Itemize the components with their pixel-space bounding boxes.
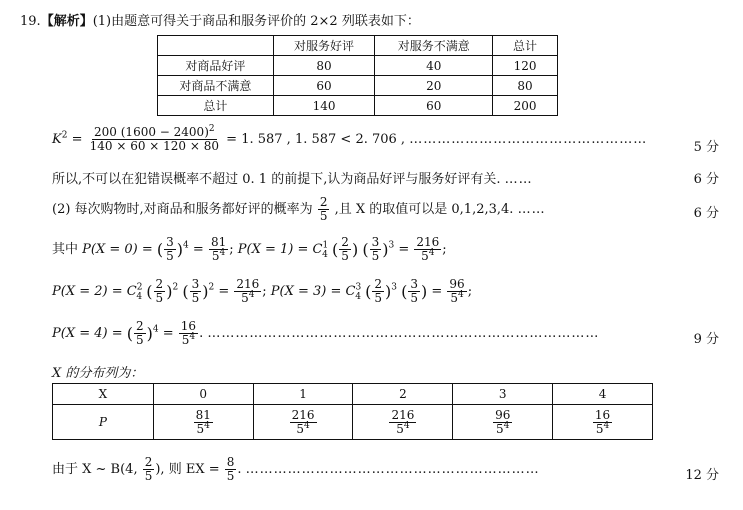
table-cell: 60 bbox=[375, 96, 493, 116]
table-row bbox=[53, 405, 653, 440]
row-label: P bbox=[53, 405, 154, 440]
distribution-caption: X 的分布列为： bbox=[52, 366, 144, 381]
table-cell: 140 bbox=[273, 96, 375, 116]
table-row bbox=[158, 56, 558, 76]
score-12: 12 分 bbox=[685, 468, 719, 483]
score-5: 5 分 bbox=[693, 140, 719, 155]
table-row bbox=[158, 76, 558, 96]
part2-line: (2) 每次购物时,对商品和服务都好评的概率为 $\frac{2}{5}$ ,且 X 的取值可以是 0,1,2,3,4. …… bbox=[52, 195, 546, 223]
table-cell: $\frac{216}{5^4}$ bbox=[253, 405, 353, 440]
prob-line-1: 其中 P(X = 0) = ( $\frac{3}{5}$ )$^4$ = $\frac{81}{5^4}$ ; $P(X = 1) = C^1_4$ ( $\frac{2}{5}$ ) ( $\frac{3}{5}$ )$^3$ = $\frac{216}{5^4}$ ; bbox=[52, 235, 447, 263]
score-6b: 6 分 bbox=[693, 206, 719, 221]
table-cell: 200 bbox=[493, 96, 558, 116]
table-cell: 60 bbox=[273, 76, 375, 96]
problem-number: 19. bbox=[20, 14, 41, 29]
score-6a: 6 分 bbox=[693, 172, 719, 187]
score-9: 9 分 bbox=[693, 332, 719, 347]
table-header: 2 bbox=[353, 384, 453, 405]
table-cell: $\frac{81}{5^4}$ bbox=[153, 405, 253, 440]
table-row bbox=[158, 96, 558, 116]
table-header: 对服务不满意 bbox=[375, 36, 493, 56]
final-line: 由于 X ~ B(4, $\frac{2}{5}$ ), 则 EX = $\frac{8}{5}$ . ……………………………………………………… bbox=[52, 455, 540, 483]
table-header: X bbox=[53, 384, 154, 405]
k2-formula: $K^2$ = $\frac{200 (1600 - 2400)^2}{140 \times 60 \times 120 \times 80}$ = 1. 587 , 1. 587 < 2. 706 , …………………………………………… bbox=[52, 124, 648, 153]
table-cell: 40 bbox=[375, 56, 493, 76]
row-label: 对商品不满意 bbox=[158, 76, 274, 96]
conclusion-line: 所以,不可以在犯错误概率不超过 0. 1 的前提下,认为商品好评与服务好评有关. …… bbox=[52, 172, 533, 187]
table-header: 0 bbox=[153, 384, 253, 405]
heading-text: (1)由题意可得关于商品和服务评价的 2×2 列联表如下： bbox=[92, 14, 420, 29]
row-label: 总计 bbox=[158, 96, 274, 116]
table-header-row bbox=[158, 36, 558, 56]
table-header: 对服务好评 bbox=[273, 36, 375, 56]
table-header: 4 bbox=[553, 384, 653, 405]
problem-heading bbox=[20, 10, 420, 29]
table-cell: $\frac{16}{5^4}$ bbox=[553, 405, 653, 440]
row-label: 对商品好评 bbox=[158, 56, 274, 76]
analysis-tag: 【解析】 bbox=[40, 14, 93, 29]
k2-fraction: $\frac{200 (1600 - 2400)^2}{140 \times 60 \times 120 \times 80}$ bbox=[89, 124, 220, 153]
contingency-table bbox=[157, 35, 558, 116]
table-cell: $\frac{96}{5^4}$ bbox=[453, 405, 553, 440]
table-header-row bbox=[53, 384, 653, 405]
table-header: 3 bbox=[453, 384, 553, 405]
table-cell: $\frac{216}{5^4}$ bbox=[353, 405, 453, 440]
table-cell: 20 bbox=[375, 76, 493, 96]
prob-line-3: P(X = 4) = ( $\frac{2}{5}$ )$^4$ = $\frac{16}{5^4}$ . ………………………………………………………………………… bbox=[52, 319, 600, 347]
table-header: 总计 bbox=[493, 36, 558, 56]
table-cell: 120 bbox=[493, 56, 558, 76]
table-cell: 80 bbox=[493, 76, 558, 96]
k2-result: = 1. 587 , 1. 587 < 2. 706 , bbox=[226, 132, 406, 147]
distribution-table bbox=[52, 383, 653, 440]
table-header: 1 bbox=[253, 384, 353, 405]
table-cell: 80 bbox=[273, 56, 375, 76]
prob-line-2: $P(X = 2) = C^2_4$ ( $\frac{2}{5}$ )$^2$ ( $\frac{3}{5}$ )$^2$ = $\frac{216}{5^4}$ ; $P(X = 3) = C^3_4$ ( $\frac{2}{5}$ )$^3$ ( $\frac{3}{5}$ ) = $\frac{96}{5^4}$ ; bbox=[52, 277, 473, 305]
table-cell bbox=[158, 36, 274, 56]
